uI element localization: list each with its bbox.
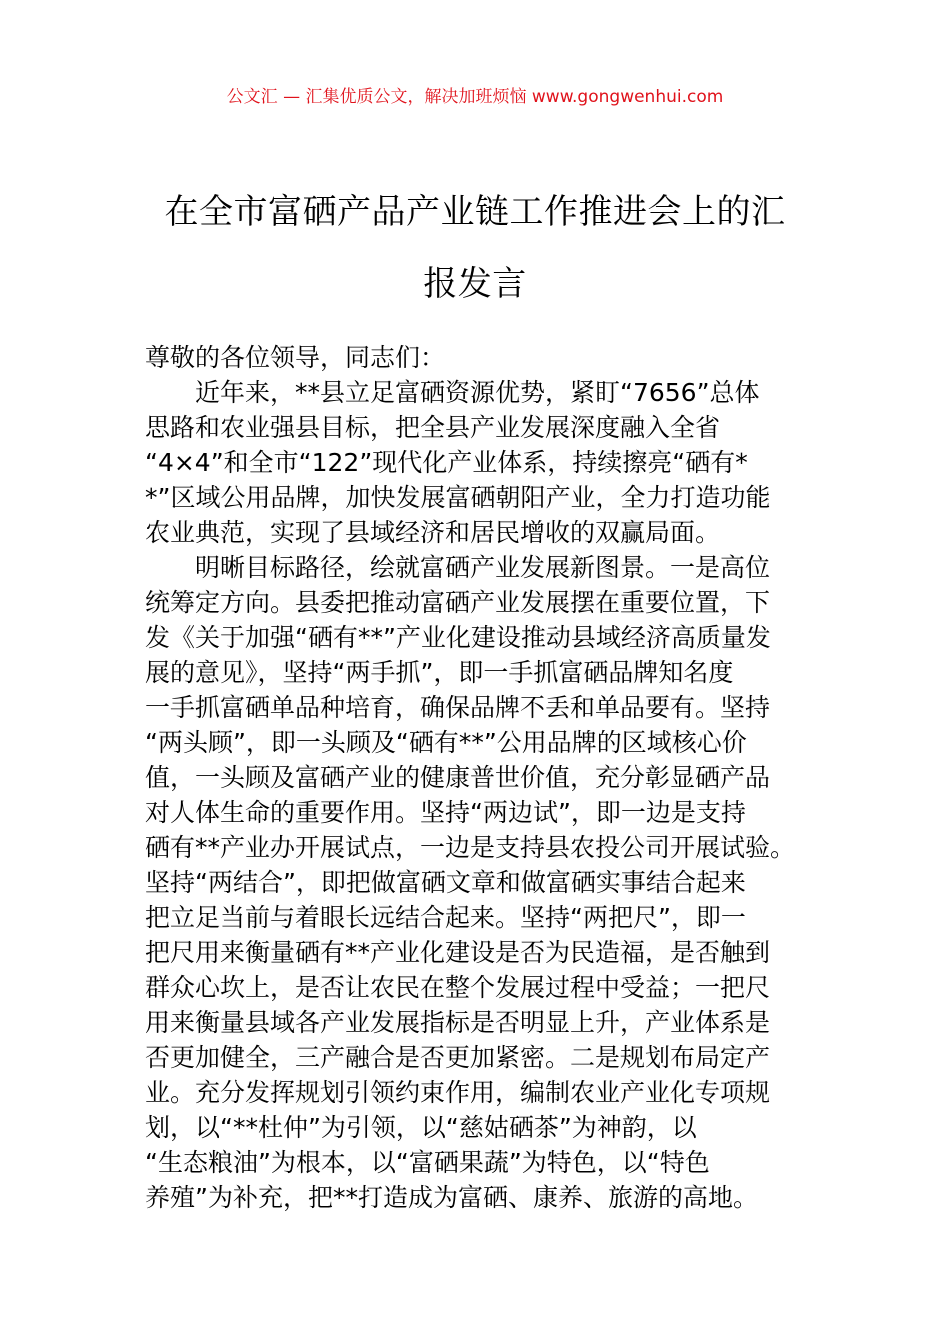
paragraph-line: 业。充分发挥规划引领约束作用，编制农业产业化专项规 [145,1078,771,1107]
paragraph-line: *”区域公用品牌，加快发展富硒朝阳产业，全力打造功能 [145,483,771,512]
paragraph-line: 硒有**产业办开展试点，一边是支持县农投公司开展试验。 [145,833,796,862]
paragraph-line: 坚持“两结合”，即把做富硒文章和做富硒实事结合起来 [145,868,746,897]
paragraph-line: “4×4”和全市“122”现代化产业体系，持续擦亮“硒有* [145,448,748,477]
paragraph-2 [145,550,825,1215]
paragraph-line: 否更加健全，三产融合是否更加紧密。二是规划布局定产 [145,1043,771,1072]
paragraph-line: 把尺用来衡量硒有**产业化建设是否为民造福，是否触到 [145,938,771,967]
paragraph-line: 思路和农业强县目标，把全县产业发展深度融入全省 [145,413,721,442]
document-title [120,176,830,320]
salutation: 尊敬的各位领导，同志们： [145,343,446,372]
paragraph-line: 统筹定方向。县委把推动富硒产业发展摆在重要位置，下 [145,588,771,617]
paragraph-line: 农业典范，实现了县域经济和居民增收的双赢局面。 [145,518,721,547]
paragraph-line: 明晰目标路径，绘就富硒产业发展新图景。一是高位 [195,553,771,582]
title-line-2: 报发言 [423,264,527,304]
paragraph-line: 展的意见》，坚持“两手抓”，即一手抓富硒品牌知名度 [145,658,734,687]
paragraph-line: 划，以“**杜仲”为引领，以“慈姑硒茶”为神韵，以 [145,1113,697,1142]
paragraph-line: “两头顾”，即一头顾及“硒有**”公用品牌的区域核心价 [145,728,747,757]
paragraph-line: 一手抓富硒单品种培育，确保品牌不丢和单品要有。坚持 [145,693,771,722]
paragraph-line: 对人体生命的重要作用。坚持“两边试”，即一边是支持 [145,798,746,827]
paragraph-line: 发《关于加强“硒有**”产业化建设推动县域经济高质量发 [145,623,771,652]
paragraph-line: 群众心坎上，是否让农民在整个发展过程中受益；一把尺 [145,973,771,1002]
title-line-1: 在全市富硒产品产业链工作推进会上的汇 [164,192,786,232]
header-banner[interactable]: 公文汇 — 汇集优质公文，解决加班烦恼 www.gongwenhui.com [226,87,724,107]
paragraph-line: 值，一头顾及富硒产业的健康普世价值，充分彰显硒产品 [145,763,771,792]
paragraph-line: 用来衡量县域各产业发展指标是否明显上升，产业体系是 [145,1008,771,1037]
paragraph-line: 养殖”为补充，把**打造成为富硒、康养、旅游的高地。 [145,1183,758,1212]
paragraph-line: “生态粮油”为根本，以“富硒果蔬”为特色，以“特色 [145,1148,710,1177]
paragraph-1 [145,375,825,550]
paragraph-line: 把立足当前与着眼长远结合起来。坚持“两把尺”，即一 [145,903,746,932]
document-body [145,340,825,1215]
paragraph-line: 近年来，**县立足富硒资源优势，紧盯“7656”总体 [195,378,760,407]
